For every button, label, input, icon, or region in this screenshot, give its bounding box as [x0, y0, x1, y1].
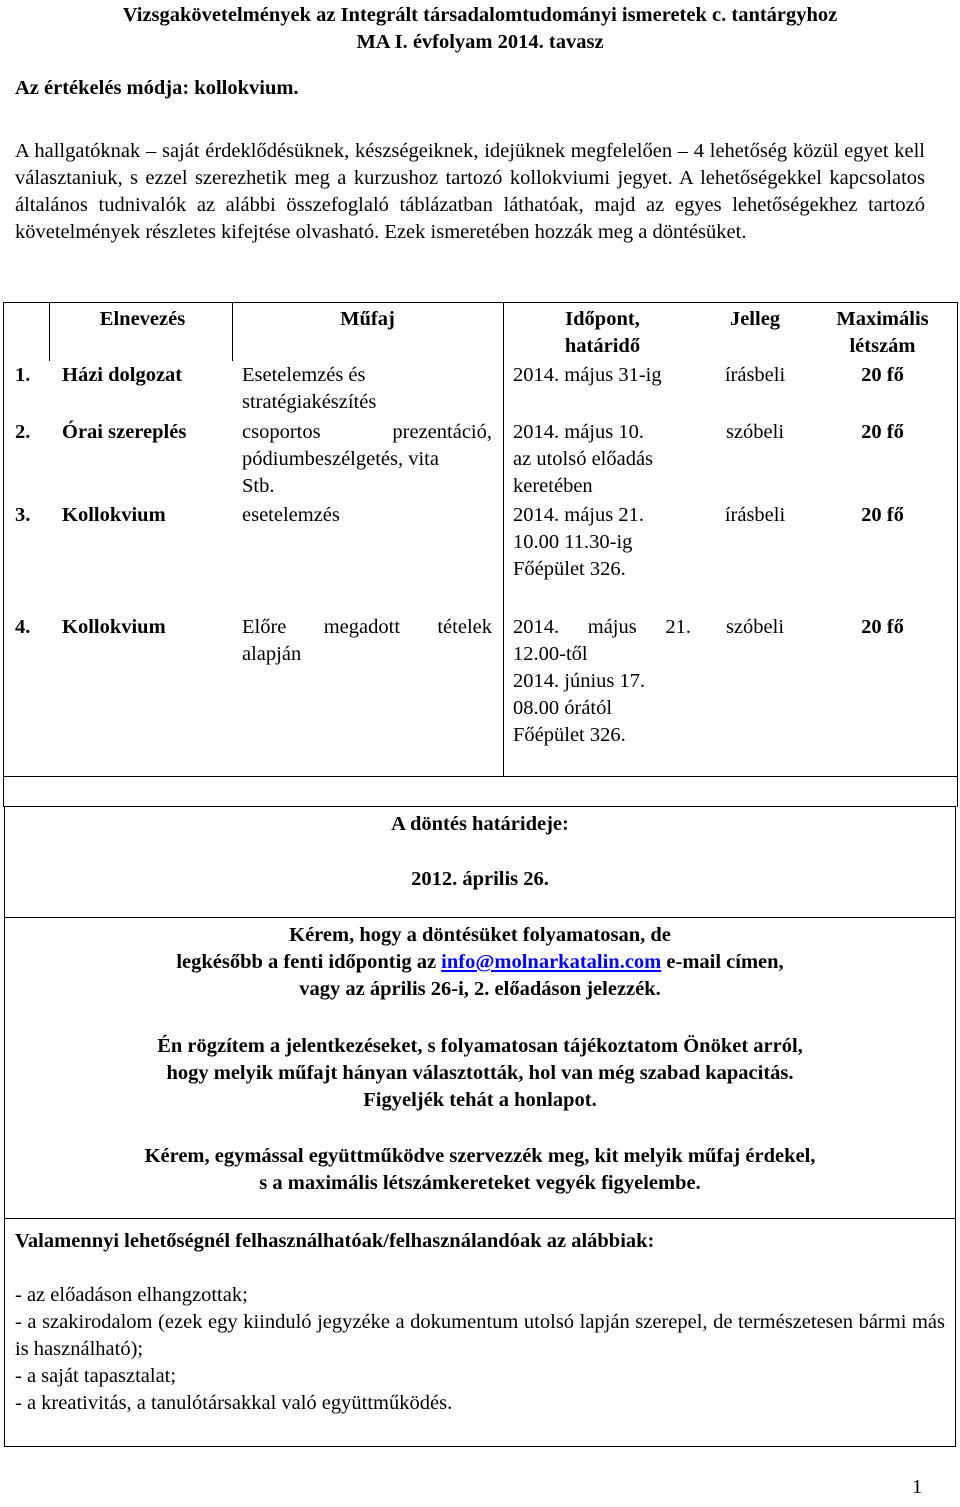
- row-2-genre-2: pódiumbeszélgetés, vita: [242, 448, 439, 470]
- decision-title: A döntés határideje:: [391, 813, 569, 835]
- requirements-title: Valamennyi lehetőségnél felhasználhatóak/felhasználandóak az alábbiak:: [15, 1230, 655, 1252]
- grid-line: [49, 302, 50, 361]
- box-divider: [4, 917, 956, 918]
- header-type: Jelleg: [729, 308, 781, 330]
- row-1-num: 1.: [15, 364, 31, 386]
- page-number: 1: [912, 1476, 923, 1498]
- row-4-genre-2: alapján: [242, 643, 302, 665]
- grid-line: [503, 302, 504, 777]
- header-date-2: határidő: [564, 335, 641, 357]
- row-4-max: 20 fő: [861, 616, 904, 638]
- row-3-genre: esetelemzés: [242, 504, 340, 526]
- box-top-border: [4, 806, 956, 807]
- request-line-2: legkésőbb a fenti időpontig az info@molnarkatalin.com e-mail címen,: [176, 951, 784, 973]
- requirement-item: - az előadáson elhangzottak;: [15, 1284, 248, 1306]
- table-right-border: [957, 302, 958, 777]
- row-2-type: szóbeli: [725, 421, 785, 443]
- row-1-genre-1: Esetelemzés és: [242, 364, 366, 386]
- row-2-genre-3: Stb.: [242, 475, 275, 497]
- row-2-date-3: keretében: [513, 475, 593, 497]
- assessment-method: Az értékelés módja: kollokvium.: [15, 77, 299, 99]
- row-2-name: Órai szereplés: [62, 421, 187, 443]
- row-2-num: 2.: [15, 421, 31, 443]
- header-name: Elnevezés: [99, 308, 186, 330]
- document-title: Vizsgakövetelmények az Integrált társadalomtudományi ismeretek c. tantárgyhoz: [122, 4, 838, 26]
- row-2-max: 20 fő: [861, 421, 904, 443]
- row-3-name: Kollokvium: [62, 504, 166, 526]
- header-max-1: Maximális: [836, 308, 929, 330]
- grid-line: [232, 302, 233, 361]
- header-genre: Műfaj: [340, 308, 395, 330]
- row-3-type: írásbeli: [724, 504, 786, 526]
- record-line-3: Figyeljék tehát a honlapot.: [363, 1089, 597, 1111]
- row-3-date-2: 10.00 11.30-ig: [513, 531, 633, 553]
- row-4-num: 4.: [15, 616, 31, 638]
- table-bottom-border: [3, 776, 958, 777]
- box-divider: [4, 1218, 956, 1219]
- record-line-1: Én rögzítem a jelentkezéseket, s folyamatosan tájékoztatom Önöket arról,: [157, 1035, 803, 1057]
- box-right-border: [955, 806, 956, 1446]
- row-2-genre-1: csoportos prezentáció,: [242, 421, 492, 443]
- request-line-3: vagy az április 26-i, 2. előadáson jelezzék.: [299, 978, 661, 1000]
- row-1-name: Házi dolgozat: [62, 364, 183, 386]
- table-top-border: [3, 302, 958, 303]
- coop-line-1: Kérem, egymással együttműködve szervezzék meg, kit melyik műfaj érdekel,: [144, 1145, 816, 1167]
- row-4-date-3: 2014. június 17.: [513, 670, 646, 692]
- row-1-genre-2: stratégiakészítés: [242, 391, 377, 413]
- row-3-date-3: Főépület 326.: [513, 558, 626, 580]
- table-left-border: [3, 302, 4, 777]
- intro-paragraph: A hallgatóknak – saját érdeklődésüknek, készségeiknek, idejüknek megfelelően – 4 lehetőség közül egyet kell választaniuk, s ezzel szerezhetik meg a kurzushoz tartozó kollokviumi jegyet. A lehetőségekkel kapcsolatos általános tudnivalók az alábbi összefoglaló táblázatban láthatóak, majd az egyes lehetőségekhez tartozó követelmények részletes kifejtése olvasható. Ezek ismeretében hozzák meg a döntésüket.: [15, 140, 925, 243]
- row-2-date-2: az utolsó előadás: [513, 448, 654, 470]
- row-2-date-1: 2014. május 10.: [513, 421, 644, 443]
- record-line-2: hogy melyik műfajt hányan választották, hol van még szabad kapacitás.: [166, 1062, 794, 1084]
- decision-date: 2012. április 26.: [411, 868, 549, 890]
- document-subtitle: MA I. évfolyam 2014. tavasz: [356, 31, 604, 53]
- row-1-max: 20 fő: [861, 364, 904, 386]
- row-1-date: 2014. május 31-ig: [513, 364, 662, 386]
- header-date-1: Időpont,: [565, 308, 640, 330]
- row-4-genre-1: Előre megadott tételek: [242, 616, 492, 638]
- header-max-2: létszám: [849, 335, 916, 357]
- row-4-type: szóbeli: [725, 616, 785, 638]
- requirement-item: - a szakirodalom (ezek egy kiinduló jegyzéke a dokumentum utolsó lapján szerepel, de természetesen bármi más is használható);: [15, 1311, 945, 1360]
- grid-line: [957, 776, 958, 807]
- row-4-date-2: 12.00-től: [513, 643, 588, 665]
- request-line-1: Kérem, hogy a döntésüket folyamatosan, de: [289, 924, 671, 946]
- coop-line-2: s a maximális létszámkereteket vegyék figyelembe.: [259, 1172, 701, 1194]
- requirements-section: [15, 1228, 945, 1417]
- row-4-date-5: Főépület 326.: [513, 724, 626, 746]
- row-4-name: Kollokvium: [62, 616, 166, 638]
- email-link[interactable]: info@molnarkatalin.com: [441, 951, 662, 973]
- requirement-item: - a saját tapasztalat;: [15, 1365, 177, 1387]
- row-4-date-4: 08.00 órától: [513, 697, 613, 719]
- grid-line: [3, 776, 4, 807]
- box-left-border: [4, 806, 5, 1446]
- row-3-date-1: 2014. május 21.: [513, 504, 644, 526]
- row-3-num: 3.: [15, 504, 31, 526]
- requirement-item: - a kreativitás, a tanulótársakkal való együttműködés.: [15, 1392, 453, 1414]
- row-4-date-1: 2014. május 21.: [513, 616, 691, 638]
- box-bottom-border: [4, 1446, 956, 1447]
- row-1-type: írásbeli: [724, 364, 786, 386]
- row-3-max: 20 fő: [861, 504, 904, 526]
